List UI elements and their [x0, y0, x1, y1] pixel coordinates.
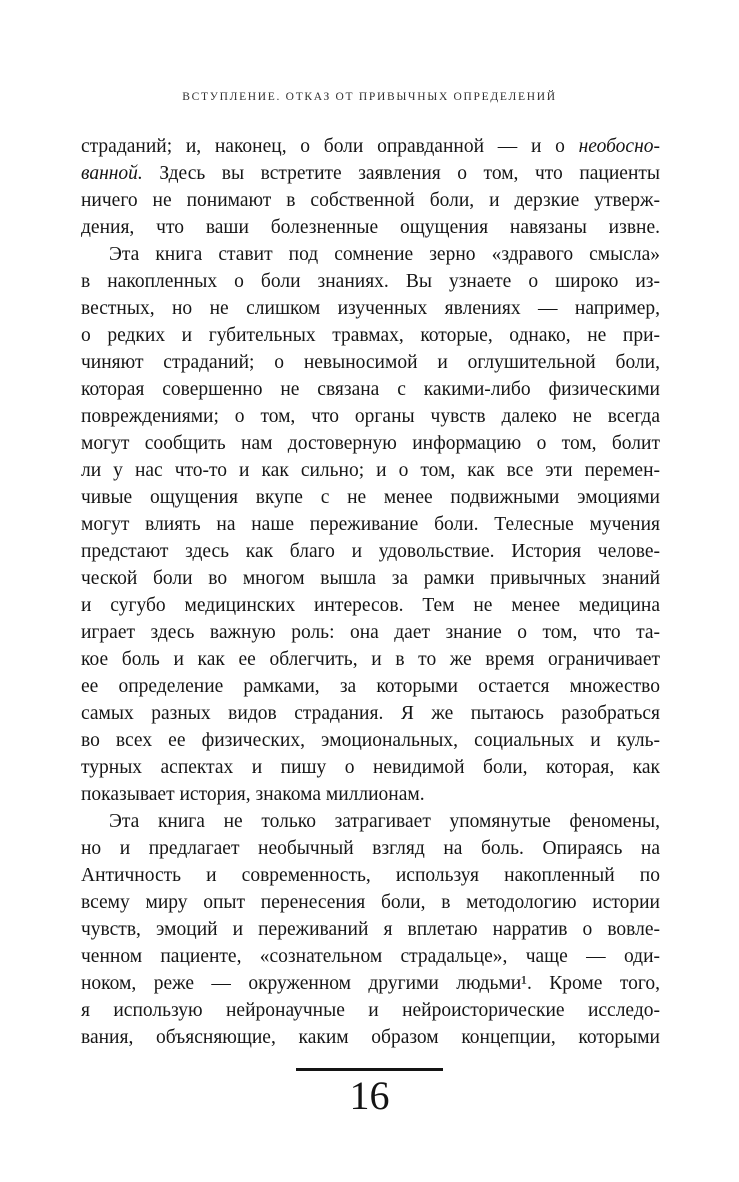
text-segment: турных аспектах и пишу о невидимой боли, которая, как	[81, 757, 660, 778]
text-segment: в накопленных о боли знаниях. Вы узнаете о широко из-	[81, 271, 660, 292]
text-segment: играет здесь важную роль: она дает знание о том, что та-	[81, 622, 660, 643]
text-segment: которая совершенно не связана с какими-либо физическими	[81, 379, 660, 400]
text-line	[81, 943, 660, 970]
text-segment: чивые ощущения вкупе с не менее подвижными эмоциями	[81, 487, 660, 508]
text-segment: я использую нейронаучные и нейроисторические исследо-	[81, 1000, 660, 1021]
italic-text: ванной.	[81, 163, 143, 184]
text-segment: могут влиять на наше переживание боли. Телесные мучения	[81, 514, 660, 535]
text-line	[81, 484, 660, 511]
text-line	[81, 673, 660, 700]
text-segment: ческой боли во многом вышла за рамки привычных знаний	[81, 568, 660, 589]
text-line	[81, 646, 660, 673]
text-segment: вания, объясняющие, каким образом концепции, которыми	[81, 1027, 660, 1048]
text-segment: и сугубо медицинских интересов. Тем не менее медицина	[81, 595, 660, 616]
text-line	[81, 268, 660, 295]
text-segment: Эта книга не только затрагивает упомянутые феномены,	[109, 811, 660, 832]
text-segment: могут сообщить нам достоверную информацию о том, болит	[81, 433, 660, 454]
text-segment: кое боль и как ее облегчить, и в то же время ограничивает	[81, 649, 660, 670]
text-line	[81, 619, 660, 646]
text-line	[81, 835, 660, 862]
text-segment: ченном пациенте, «сознательном страдальце», чаще — оди-	[81, 946, 660, 967]
text-line	[81, 349, 660, 376]
text-segment: ноком, реже — окруженном другими людьми¹. Кроме того,	[81, 973, 660, 994]
text-segment: во всех ее физических, эмоциональных, социальных и куль-	[81, 730, 660, 751]
text-line	[81, 1024, 660, 1051]
text-line	[81, 187, 660, 214]
text-segment: чиняют страданий; о невыносимой и оглушительной боли,	[81, 352, 660, 373]
text-segment: повреждениями; о том, что органы чувств далеко не всегда	[81, 406, 660, 427]
text-line	[81, 538, 660, 565]
paragraph	[81, 133, 660, 241]
text-segment: но и предлагает необычный взгляд на боль. Опираясь на	[81, 838, 660, 859]
text-line	[81, 754, 660, 781]
text-line	[81, 862, 660, 889]
text-line	[81, 997, 660, 1024]
text-line	[81, 970, 660, 997]
text-line	[81, 511, 660, 538]
text-segment: вестных, но не слишком изученных явлениях — например,	[81, 298, 660, 319]
text-line	[81, 403, 660, 430]
text-line	[81, 457, 660, 484]
text-line	[81, 160, 660, 187]
text-line	[81, 700, 660, 727]
text-line	[81, 592, 660, 619]
text-line	[81, 916, 660, 943]
text-line	[81, 565, 660, 592]
paragraph	[81, 808, 660, 1051]
text-line	[81, 322, 660, 349]
text-segment: Античность и современность, используя накопленный по	[81, 865, 660, 886]
running-header: ВСТУПЛЕНИЕ. ОТКАЗ ОТ ПРИВЫЧНЫХ ОПРЕДЕЛЕНИЙ	[182, 91, 557, 103]
text-segment: Здесь вы встретите заявления о том, что пациенты	[142, 163, 660, 184]
text-line	[81, 133, 660, 160]
text-segment: ее определение рамками, за которыми остается множество	[81, 676, 660, 697]
italic-text: необосно-	[578, 136, 660, 157]
text-line	[81, 214, 660, 241]
text-segment: всему миру опыт перенесения боли, в методологию истории	[81, 892, 660, 913]
text-segment: самых разных видов страдания. Я же пытаюсь разобраться	[81, 703, 660, 724]
text-line	[81, 781, 660, 808]
text-segment: о редких и губительных травмах, которые, однако, не при-	[81, 325, 660, 346]
text-segment: предстают здесь как благо и удовольствие. История челове-	[81, 541, 660, 562]
page-body	[81, 133, 660, 1051]
text-line	[81, 727, 660, 754]
paragraph	[81, 241, 660, 808]
text-segment: ничего не понимают в собственной боли, и дерзкие утверж-	[81, 190, 660, 211]
text-segment: чувств, эмоций и переживаний я вплетаю нарратив о вовле-	[81, 919, 660, 940]
text-line	[81, 889, 660, 916]
text-segment: показывает история, знакома миллионам.	[81, 784, 425, 805]
text-segment: ли у нас что-то и как сильно; и о том, как все эти перемен-	[81, 460, 660, 481]
text-line	[81, 241, 660, 268]
text-segment: страданий; и, наконец, о боли оправданной — и о	[81, 136, 579, 157]
text-segment: дения, что ваши болезненные ощущения навязаны извне.	[81, 217, 660, 238]
text-line	[81, 430, 660, 457]
text-line	[81, 295, 660, 322]
text-segment: Эта книга ставит под сомнение зерно «здравого смысла»	[109, 244, 660, 265]
text-line	[81, 808, 660, 835]
text-line	[81, 376, 660, 403]
footer-rule	[296, 1068, 443, 1071]
page-number: 16	[349, 1073, 390, 1118]
